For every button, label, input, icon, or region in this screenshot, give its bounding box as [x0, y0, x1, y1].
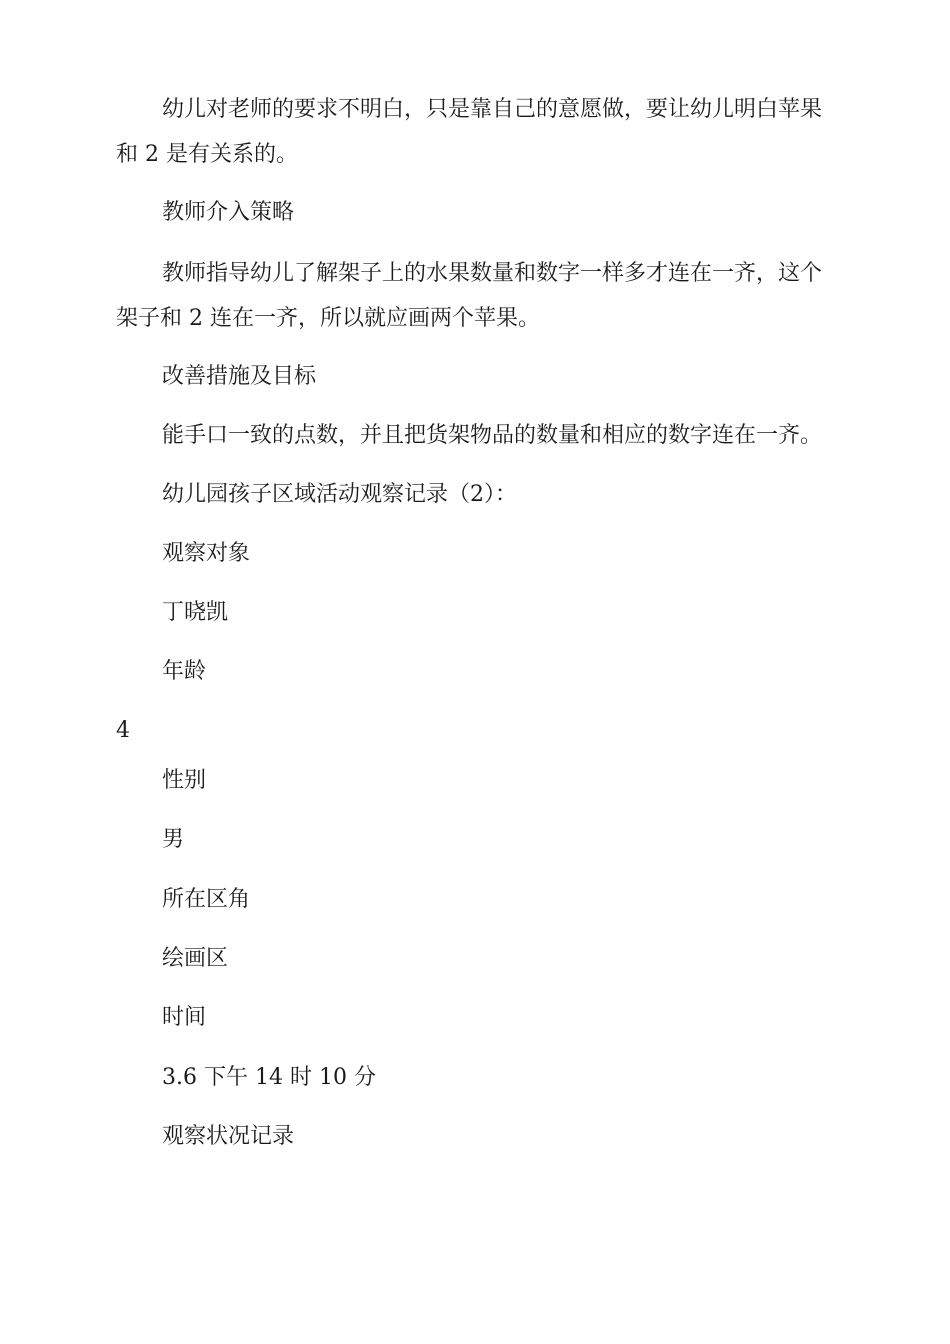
- field-label: 年龄: [162, 659, 207, 684]
- field-value: 绘画区: [162, 946, 229, 971]
- section-heading: 教师介入策略: [162, 200, 295, 225]
- field-label: 观察对象: [162, 541, 251, 566]
- paragraph-line: 和 2 是有关系的。: [116, 142, 298, 167]
- field-label: 性别: [162, 768, 207, 793]
- paragraph-line: 幼儿对老师的要求不明白，只是靠自己的意愿做，要让幼儿明白苹果: [162, 97, 823, 122]
- paragraph-line: 能手口一致的点数，并且把货架物品的数量和相应的数字连在一齐。: [162, 423, 823, 448]
- field-value: 4: [116, 718, 130, 743]
- section-heading: 改善措施及目标: [162, 364, 317, 389]
- field-value: 男: [162, 827, 185, 852]
- field-value: 丁晓凯: [162, 600, 229, 625]
- field-label: 所在区角: [162, 887, 251, 912]
- field-label: 观察状况记录: [162, 1124, 295, 1149]
- field-value: 3.6 下午 14 时 10 分: [162, 1065, 376, 1090]
- paragraph-line: 架子和 2 连在一齐，所以就应画两个苹果。: [116, 306, 540, 331]
- field-label: 时间: [162, 1005, 207, 1030]
- paragraph-line: 教师指导幼儿了解架子上的水果数量和数字一样多才连在一齐，这个: [162, 261, 823, 286]
- record-title: 幼儿园孩子区域活动观察记录（2）：: [162, 482, 517, 507]
